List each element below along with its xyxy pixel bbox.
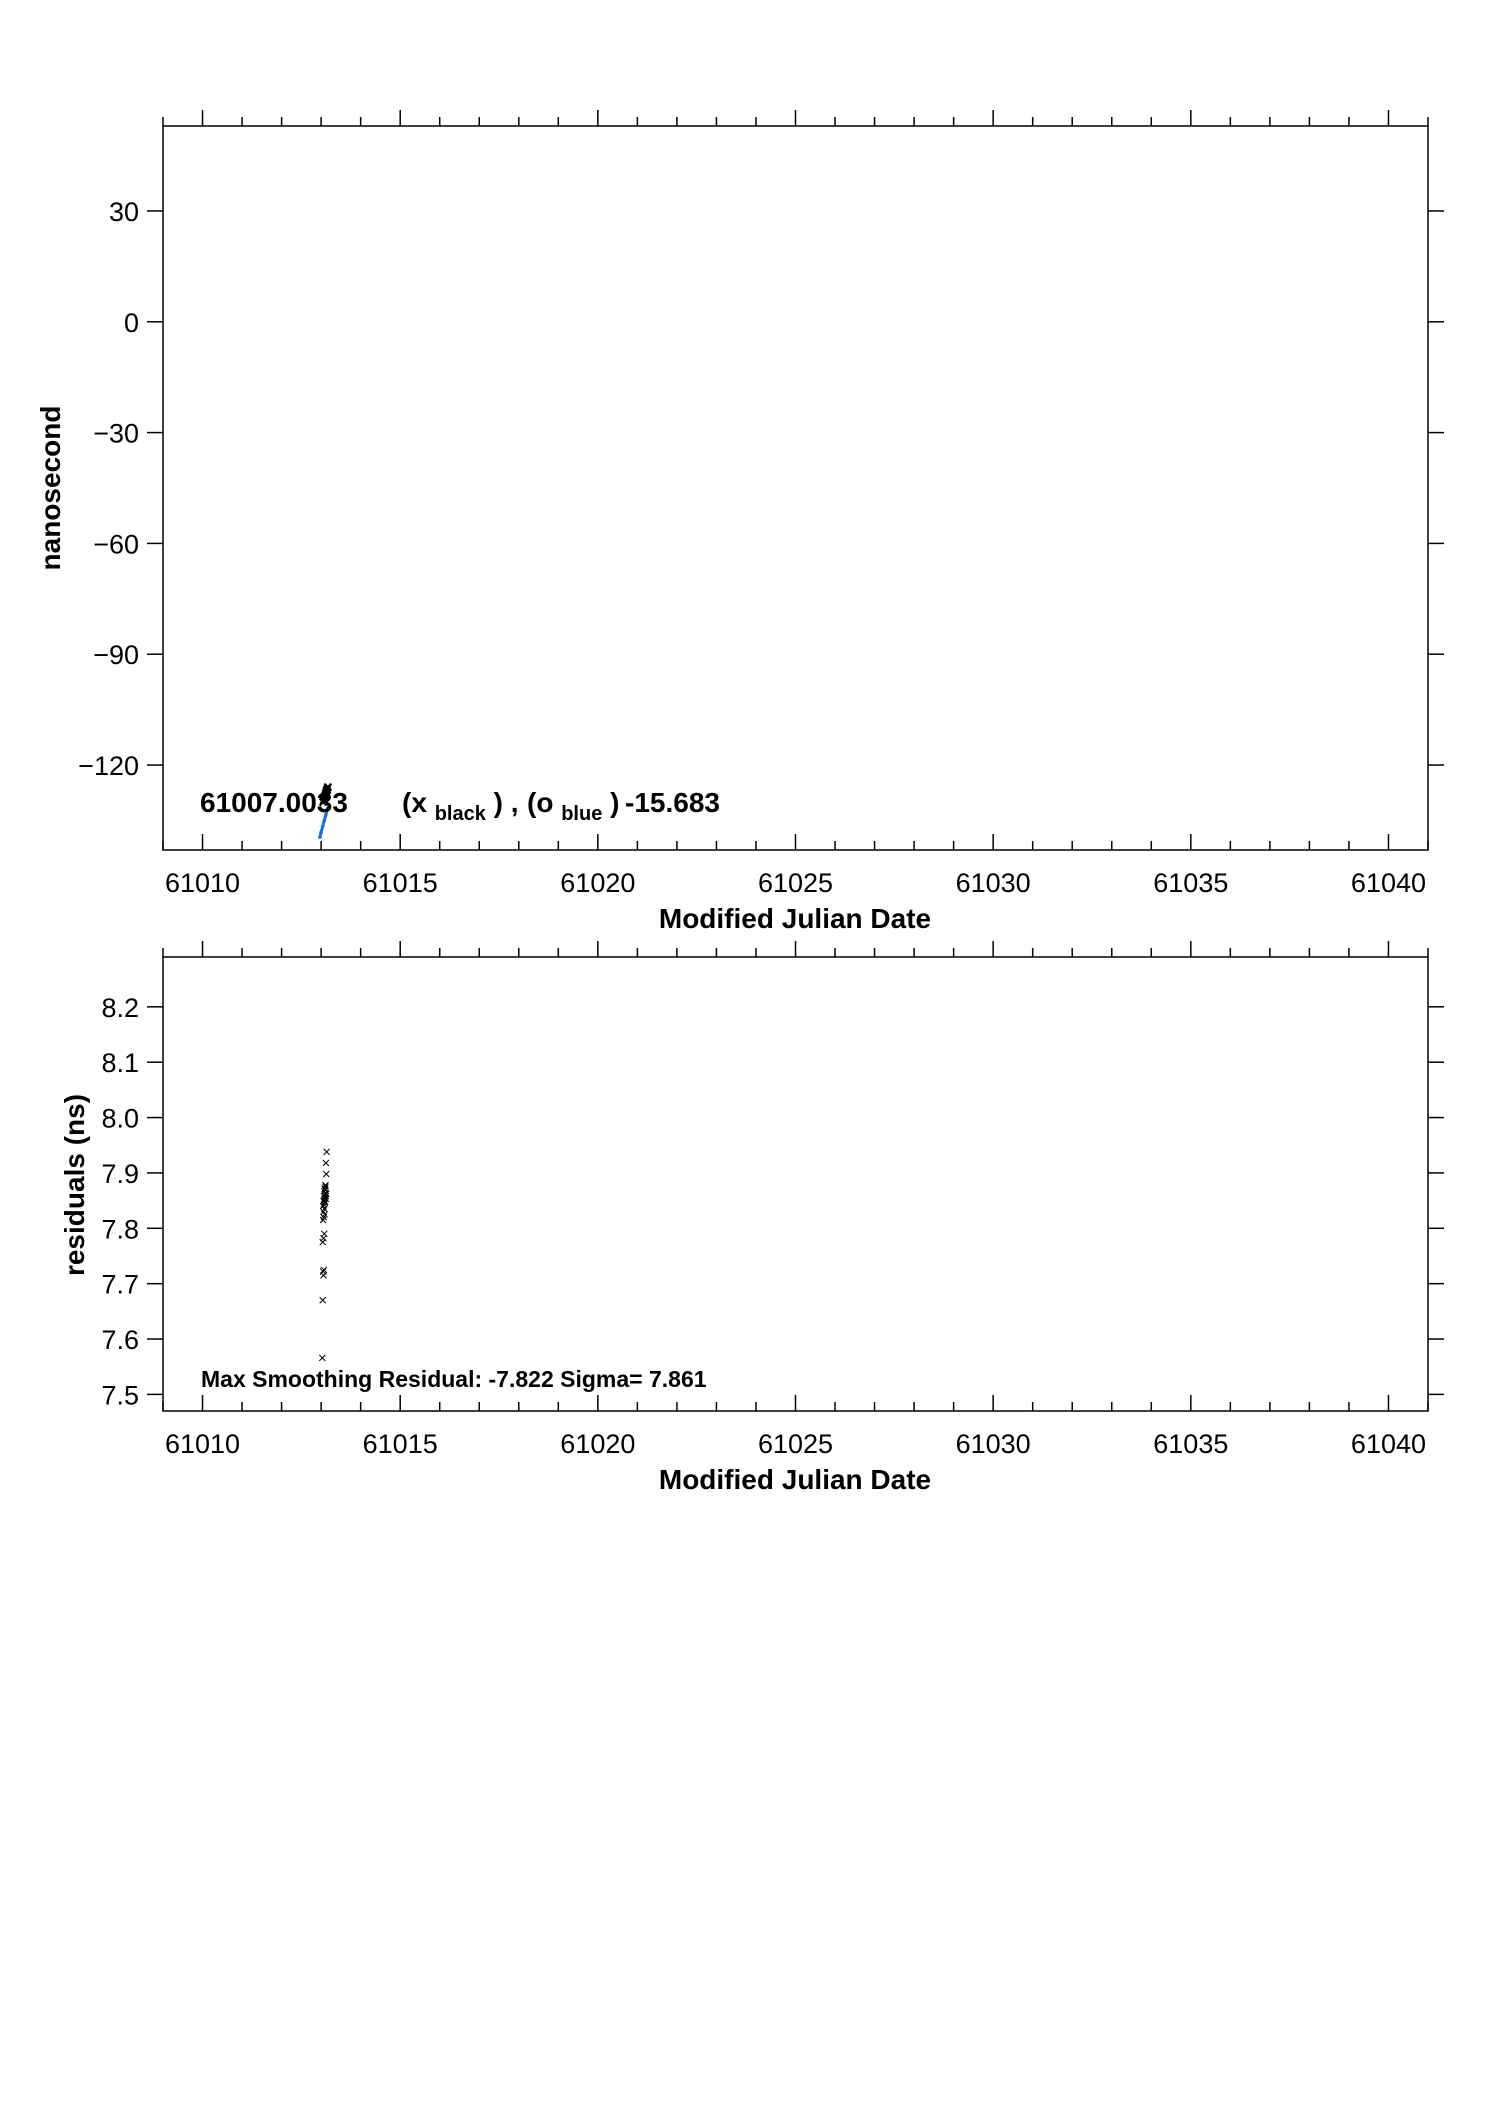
chart-top-panel: [35, 110, 1444, 934]
data-point-o: [321, 825, 325, 829]
x-tick-label: 61015: [362, 1429, 438, 1459]
annotation-legend-x-sub: black: [434, 803, 486, 825]
data-point-o: [319, 830, 323, 834]
x-tick-label: 61040: [1350, 868, 1427, 898]
y-tick-label: 7.6: [101, 1325, 139, 1356]
annotation-line: Max Smoothing Residual: -7.822 Sigma= 7.861: [201, 1366, 707, 1392]
x-tick-label: 61030: [955, 868, 1031, 898]
y-tick-label: 7.9: [101, 1158, 139, 1189]
annotation-value: -15.683: [625, 787, 720, 818]
y-tick-label: −60: [93, 529, 139, 560]
data-point-x: [323, 1171, 329, 1177]
x-tick-label: 61010: [164, 1429, 241, 1459]
x-tick-label: 61020: [560, 1429, 636, 1459]
annotation-legend-o-close: ): [610, 787, 620, 818]
y-tick-label: 7.5: [101, 1380, 139, 1411]
x-axis-title: Modified Julian Date: [658, 903, 932, 934]
y-axis-title: nanosecond: [35, 405, 66, 571]
y-tick-label: 0: [123, 307, 139, 338]
annotation-mjd: 61007.0033: [200, 787, 348, 818]
y-tick-label: −30: [93, 418, 139, 449]
annotation-legend-o: (o: [527, 787, 554, 818]
annotation-legend-o-sub: blue: [561, 803, 603, 825]
data-point-x: [320, 1297, 326, 1303]
y-tick-label: 8.0: [101, 1103, 139, 1134]
data-point-x: [321, 1231, 327, 1237]
y-axis-title: residuals (ns): [59, 1093, 90, 1277]
x-tick-label: 61015: [362, 868, 438, 898]
y-tick-label: 8.2: [101, 992, 139, 1023]
x-tick-label: 61010: [164, 868, 241, 898]
y-tick-label: 7.8: [101, 1214, 139, 1245]
y-tick-label: 30: [108, 196, 139, 227]
x-tick-label: 61025: [757, 1429, 834, 1459]
y-tick-label: 7.7: [101, 1269, 139, 1300]
data-point-x: [324, 1149, 330, 1155]
chart-bottom-panel: [59, 941, 1444, 1495]
x-tick-label: 61030: [955, 1429, 1031, 1459]
x-tick-label: 61025: [757, 868, 834, 898]
y-tick-label: −90: [93, 640, 139, 671]
data-point-x: [323, 1160, 329, 1166]
data-point-x: [319, 1355, 325, 1361]
annotation-legend-x: (x: [402, 787, 427, 818]
x-tick-label: 61035: [1153, 868, 1229, 898]
y-tick-label: −120: [78, 751, 139, 782]
annotation-line: [200, 787, 720, 826]
y-axis-ticks: [78, 197, 1444, 781]
x-tick-label: 61035: [1153, 1429, 1229, 1459]
y-tick-label: 8.1: [101, 1048, 139, 1079]
x-axis-ticks: [163, 110, 1428, 898]
plot-frame: [163, 126, 1428, 850]
x-tick-label: 61040: [1350, 1429, 1427, 1459]
series-group: [319, 1149, 329, 1361]
plot-frame: [163, 957, 1428, 1411]
x-axis-title: Modified Julian Date: [658, 1464, 932, 1495]
data-point-o: [322, 819, 326, 823]
y-axis-ticks: [101, 993, 1444, 1411]
x-tick-label: 61020: [560, 868, 636, 898]
annotation-legend-x-close: ) ,: [493, 787, 519, 818]
data-point-o: [318, 835, 322, 839]
